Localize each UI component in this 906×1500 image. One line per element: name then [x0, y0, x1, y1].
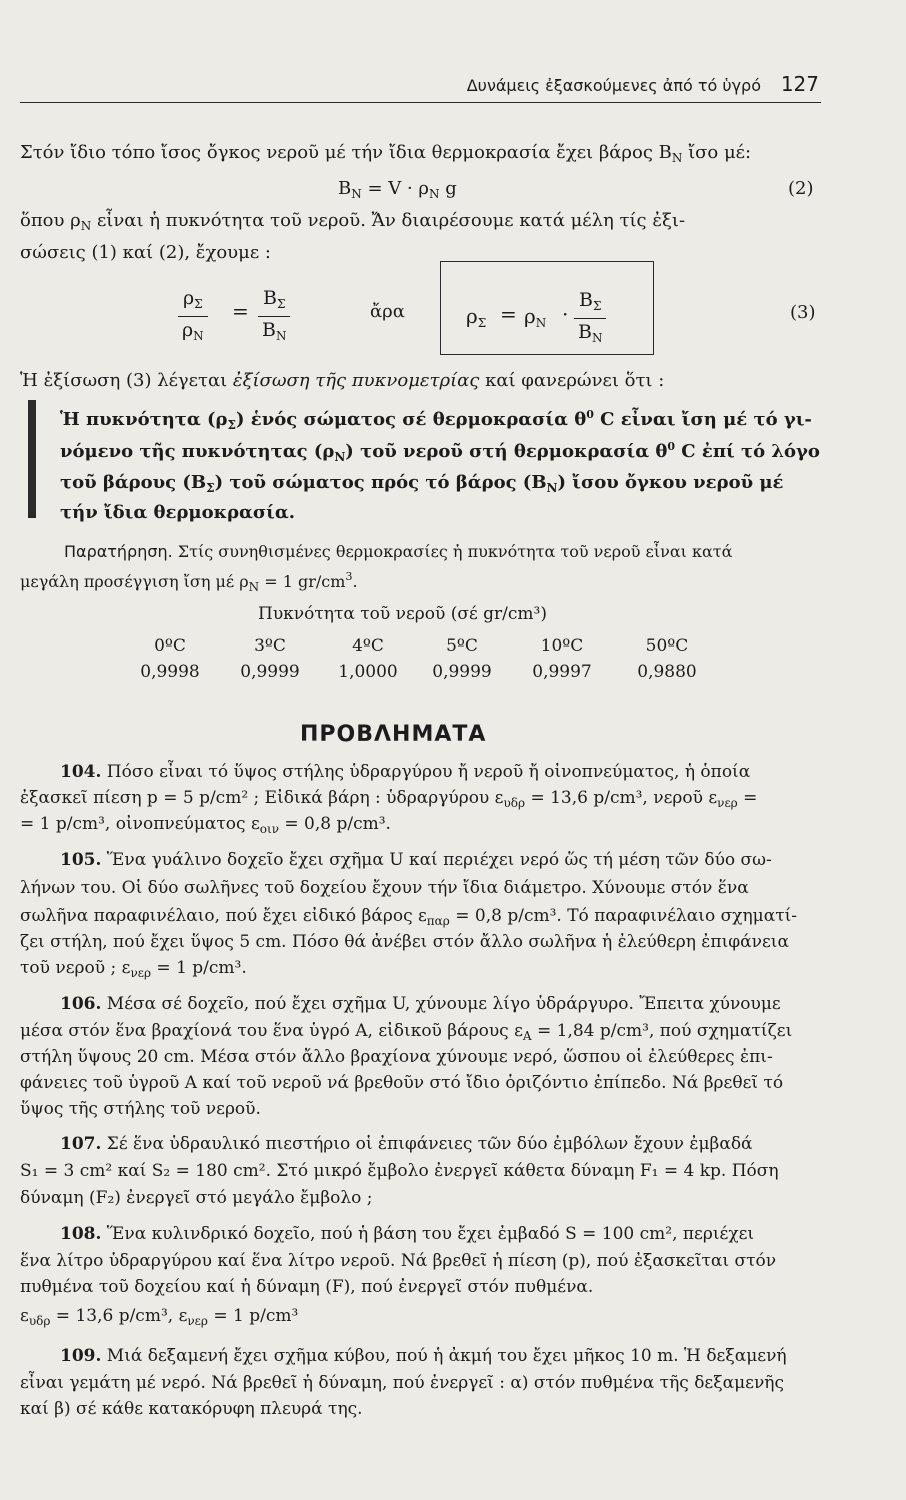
problem-108-line-1: 108. Ἕνα κυλινδρικό δοχεῖο, πού ἡ βάση του ἔχει ἐμβαδό S = 100 cm², περιέχει — [60, 1224, 755, 1244]
problem-108-line-3: πυθμένα τοῦ δοχείου καί ἡ δύναμη (F), πού ἐνεργεῖ στόν πυθμένα. — [20, 1277, 594, 1297]
fraction-rho: $\frac{\rho_\Sigma}{\rho_N}$ — [178, 286, 208, 349]
page-number: 127 — [780, 72, 819, 96]
table-density-3: 0,9999 — [432, 662, 492, 682]
law-line-4: τήν ἴδια θερμοκρασία. — [60, 502, 296, 523]
running-header — [20, 74, 821, 103]
table-temp-2: 4ºC — [352, 636, 384, 656]
density-table-title: Πυκνότητα τοῦ νεροῦ (σέ gr/cm³) — [258, 604, 547, 624]
problem-104-line-1: 104. Πόσο εἶναι τό ὕψος στήλης ὑδραργύρου ἤ νεροῦ ἤ οἰνοπνεύματος, ἡ ὁποία — [60, 762, 751, 782]
fraction-weight: $\frac{B_\Sigma}{B_N}$ — [258, 286, 290, 349]
note-line-2: μεγάλη προσέγγιση ἴση μέ $\rho_N = 1$ $gr/cm^3$. — [20, 570, 358, 594]
table-temp-4: 10ºC — [540, 636, 584, 656]
table-density-0: 0,9998 — [140, 662, 200, 682]
boxed-rho-sigma: $\rho_\Sigma$ — [466, 304, 487, 330]
boxed-rho-n: $\rho_N$ — [524, 304, 547, 330]
problem-108-line-2: ἕνα λίτρο ὑδραργύρου καί ἕνα λίτρο νεροῦ. Νά βρεθεῖ ἡ πίεση (p), πού ἐξασκεῖται στόν — [20, 1251, 777, 1271]
table-density-1: 0,9999 — [240, 662, 300, 682]
density-intro: Ἡ ἐξίσωση (3) λέγεται ἐξίσωση τῆς πυκνομετρίας καί φανερώνει ὅτι : — [20, 370, 665, 391]
problem-109-line-1: 109. Μιά δεξαμενή ἔχει σχῆμα κύβου, πού ἡ ἀκμή του ἔχει μῆκος 10 m. Ἡ δεξαμενή — [60, 1346, 787, 1366]
table-temp-3: 5ºC — [446, 636, 478, 656]
table-density-4: 0,9997 — [532, 662, 592, 682]
header-title: Δυνάμεις ἐξασκούμενες ἀπό τό ὑγρό — [466, 76, 761, 95]
intro-line-4: σώσεις (1) καί (2), ἔχουμε : — [20, 242, 271, 263]
law-line-2: νόμενο τῆς πυκνότητας $(\rho_N)$ τοῦ νεροῦ στή θερμοκρασία $\theta^0$ C ἐπί τό λόγο — [60, 440, 820, 464]
problem-106-line-5: ὕψος τῆς στήλης τοῦ νεροῦ. — [20, 1099, 261, 1119]
law-line-1: Ἡ πυκνότητα $(\rho_\Sigma)$ ἑνός σώματος σέ θερμοκρασία $\theta^0$ C εἶναι ἴση μέ τό γι- — [60, 408, 812, 432]
equation-3-label: (3) — [790, 302, 816, 323]
note-line-1: Παρατήρηση. Στίς συνηθισμένες θερμοκρασίες ἡ πυκνότητα τοῦ νεροῦ εἶναι κατά — [64, 542, 733, 561]
problem-105-line-5: τοῦ νεροῦ ; $\varepsilon_{\nu\varepsilon\rho} = 1$ p/cm³. — [20, 958, 247, 980]
law-line-3: τοῦ βάρους $(B_\Sigma)$ τοῦ σώματος πρός τό βάρος $(B_N)$ ἴσου ὄγκου νεροῦ μέ — [60, 472, 784, 495]
ara-word: ἄρα — [370, 301, 405, 322]
problem-109-line-3: καί β) σέ κάθε κατακόρυφη πλευρά της. — [20, 1399, 363, 1419]
boxed-equals: = — [500, 302, 517, 326]
table-temp-5: 50ºC — [645, 636, 689, 656]
problem-108-line-4: $\varepsilon_{\upsilon\delta\rho} = 13,6$ p/cm³, $\varepsilon_{\nu\varepsilon\rho} = 1$ p/cm³ — [20, 1306, 299, 1328]
table-temp-1: 3ºC — [254, 636, 286, 656]
problem-109-line-2: εἶναι γεμάτη μέ νερό. Νά βρεθεῖ ἡ δύναμη, πού ἐνεργεῖ : α) στόν πυθμένα τῆς δεξαμενῆς — [20, 1373, 784, 1393]
problem-106-line-2: μέσα στόν ἕνα βραχίονά του ἕνα ὑγρό Α, εἰδικοῦ βάρους $\varepsilon_A = 1,84$ p/cm³, πού σχηματίζει — [20, 1021, 793, 1043]
boxed-dot: · — [562, 302, 569, 326]
problem-107-line-1: 107. Σέ ἕνα ὑδραυλικό πιεστήριο οἱ ἐπιφάνειες τῶν δύο ἐμβόλων ἔχουν ἐμβαδά — [60, 1134, 753, 1154]
problem-105-line-3: σωλῆνα παραφινέλαιο, πού ἔχει εἰδικό βάρος $\varepsilon_{\pi\alpha\rho} = 0,8$ p/cm³. Τό παραφινέλαιο σχηματί- — [20, 906, 798, 928]
problem-106-line-3: στήλη ὕψους 20 cm. Μέσα στόν ἄλλο βραχίονα χύνουμε νερό, ὥσπου οἱ ἐλεύθερες ἐπι- — [20, 1047, 773, 1067]
table-density-2: 1,0000 — [338, 662, 398, 682]
equation-2: $B_N = V \cdot \rho_N$ g — [338, 178, 457, 201]
table-density-5: 0,9880 — [637, 662, 697, 682]
problem-107-line-2: S₁ = 3 cm² καί S₂ = 180 cm². Στό μικρό ἔμβολο ἐνεργεῖ κάθετα δύναμη F₁ = 4 kp. Πόση — [20, 1161, 779, 1181]
problem-104-line-3: = 1 p/cm³, οἰνοπνεύματος $\varepsilon_{o\iota\nu} = 0,8$ p/cm³. — [20, 814, 391, 836]
intro-line-1: Στόν ἴδιο τόπο ἴσος ὄγκος νεροῦ μέ τήν ἴδια θερμοκρασία ἔχει βάρος $B_N$ ἴσο μέ: — [20, 142, 752, 165]
problem-106-line-1: 106. Μέσα σέ δοχεῖο, πού ἔχει σχῆμα U, χύνουμε λίγο ὑδράργυρο. Ἔπειτα χύνουμε — [60, 994, 781, 1014]
problem-104-line-2: ἐξασκεῖ πίεση p = 5 p/cm² ; Εἰδικά βάρη : ὑδραργύρου $\varepsilon_{\upsilon\delta\rho} = 13,6$ p/cm³, νεροῦ $\varepsilon_{\nu\varepsilon\rho}$ = — [20, 788, 758, 810]
equation-2-label: (2) — [788, 178, 814, 199]
problems-heading: ΠΡΟΒΛΗΜΑΤΑ — [300, 722, 487, 747]
table-temp-0: 0ºC — [154, 636, 186, 656]
problem-105-line-1: 105. Ἕνα γυάλινο δοχεῖο ἔχει σχῆμα U καί περιέχει νερό ὥς τή μέση τῶν δύο σω- — [60, 850, 772, 870]
highlight-bar — [28, 400, 36, 518]
problem-105-line-2: λήνων του. Οἱ δύο σωλῆνες τοῦ δοχείου ἔχουν τήν ἴδια διάμετρο. Χύνουμε στόν ἕνα — [20, 878, 749, 898]
problem-107-line-3: δύναμη (F₂) ἐνεργεῖ στό μεγάλο ἔμβολο ; — [20, 1188, 373, 1208]
boxed-fraction: $\frac{B_\Sigma}{B_N}$ — [574, 288, 606, 351]
problem-105-line-4: ζει στήλη, πού ἔχει ὕψος 5 cm. Πόσο θά ἀνέβει στόν ἄλλο σωλῆνα ἡ ἐλεύθερη ἐπιφάνεια — [20, 932, 789, 952]
equals-sign: = — [232, 299, 249, 323]
intro-line-3: ὅπου $\rho_N$ εἶναι ἡ πυκνότητα τοῦ νεροῦ. Ἄν διαιρέσουμε κατά μέλη τίς ἐξι- — [20, 210, 686, 233]
problem-106-line-4: φάνειες τοῦ ὑγροῦ Α καί τοῦ νεροῦ νά βρεθοῦν στό ἴδιο ὁριζόντιο ἐπίπεδο. Νά βρεθεῖ τό — [20, 1073, 784, 1093]
